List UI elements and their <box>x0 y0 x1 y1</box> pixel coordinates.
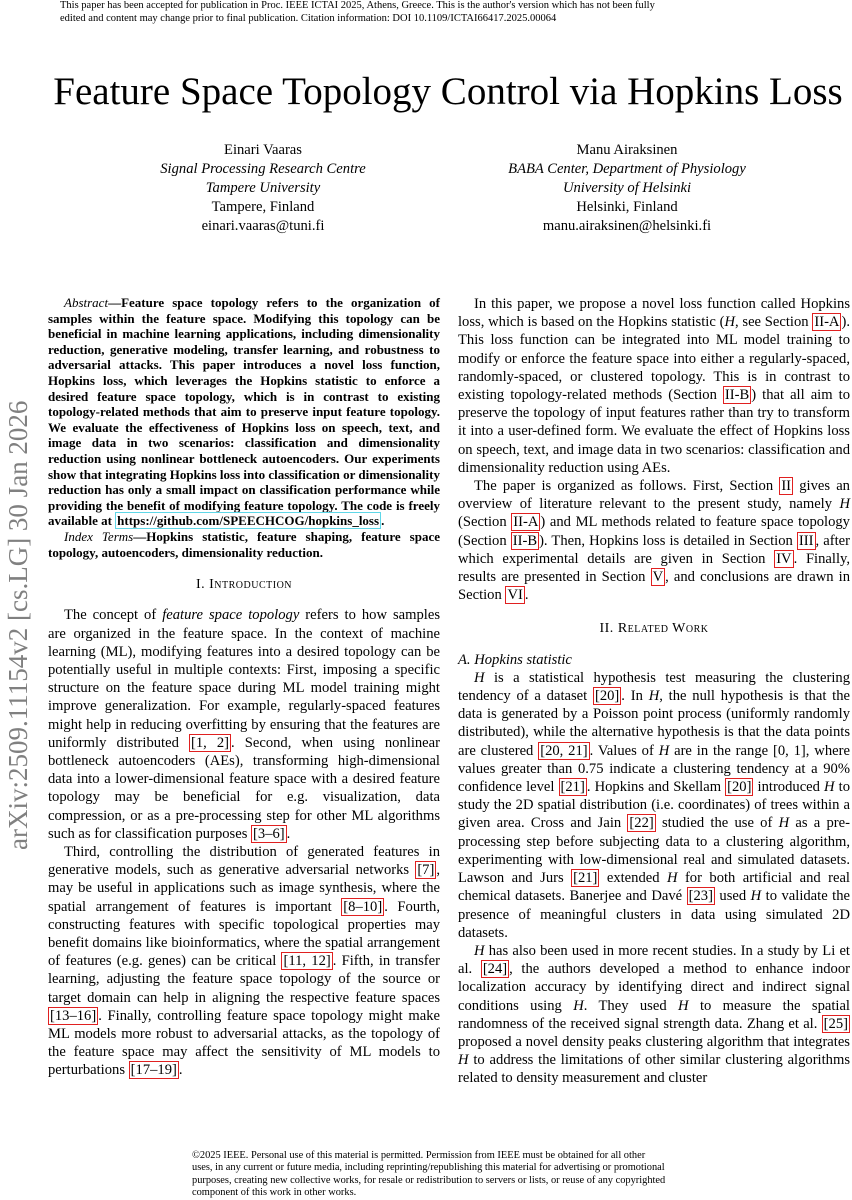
intro-paragraph-1: The concept of feature space topology refers to how samples are organized in the feature space. In the context of machine learning (ML), modifying features into a desired topology can be potentially useful in multiple contexts: First, imposing a specific structure on the feature space during ML model training might improve generalization. For example, regularly-spaced features might help in reducing overfitting by ensuring that the features are uniformly distributed [1, 2] . Second, when using nonlinear bottleneck autoencoders (AEs), transforming high-dimensional data into a lower-dimensional feature space with a desired feature topology may be beneficial for e.g. visualization, data compression, or as a pre-processing step for other ML algorithms such as for classification purposes [3–6] . <box>48 607 441 842</box>
related-work-paragraph-1: H is a statistical hypothesis test measuring the clustering tendency of a dataset [20] . In H, the null hypothesis is that the data is generated by a Poisson point process (uniformly randomly distributed), while the alternative hypothesis is that the data points are clustered [20, 21] . Values of H are in the range [0, 1], where values greater than 0.75 indicate a clustering tendency at a 90% confidence level [21] . Hopkins and Skellam [20] introduced H to study the 2D spatial distribution (i.e. coordinates) of trees within a given area. Cross and Jain [22] studied the use of H as a pre-processing step before subjecting data to a clustering algorithm, experimenting with low-dimensional real and simulated datasets. Lawson and Jurs [21] extended H for both artificial and real chemical datasets. Banerjee and Davé [23] used H to validate the presence of meaningful clusters in data using simulated 2D datasets. <box>458 669 851 941</box>
citation-link[interactable]: [8–10] <box>343 898 383 915</box>
section-link[interactable]: II-A <box>814 314 840 331</box>
author-email: einari.vaaras@tuni.fi <box>201 218 325 234</box>
citation-link[interactable]: [20] <box>727 779 752 796</box>
arxiv-identifier: arXiv:2509.11154v2 [cs.LG] 30 Jan 2026 <box>3 400 33 850</box>
citation-link[interactable]: [24] <box>482 961 508 978</box>
citation-link[interactable]: [11, 12] <box>283 953 331 970</box>
section-link[interactable]: II <box>781 478 792 495</box>
author-email: manu.airaksinen@helsinki.fi <box>542 218 712 234</box>
author-city: Tampere, Finland <box>211 199 315 215</box>
citation-link[interactable]: [1, 2] <box>190 734 230 751</box>
author-block-1 <box>113 141 413 236</box>
author-city: Helsinki, Finland <box>576 199 678 215</box>
citation-link[interactable]: [3–6] <box>253 825 285 842</box>
section-link[interactable]: II-B <box>724 387 750 404</box>
index-terms-text: —Hopkins statistic, feature shaping, feature space topology, autoencoders, dimensionality reduction. <box>48 528 440 560</box>
citation-link[interactable]: [23] <box>688 888 713 905</box>
section-link[interactable]: V <box>652 569 664 586</box>
abstract: Abstract—Feature space topology refers to the organization of samples within the feature space. Modifying this topology can be beneficial in machine learning applications, including dimensionality reduction, generative modeling, transfer learning, and robustness to adversarial attacks. This paper introduces a novel loss function, Hopkins loss, which leverages the Hopkins statistic to enforce a desired feature space topology, which is in contrast to existing topology-related methods that aim to preserve input feature topology. We evaluate the effectiveness of Hopkins loss on speech, text, and image data in two scenarios: classification and dimensionality reduction using nonlinear bottleneck autoencoders. Our experiments show that integrating Hopkins loss into classification or dimensionality reduction has only a small impact on classification performance while providing the benefit of modifying feature topology. The code is freely available at https://github.com/SPEECHCOG/hopkins_loss . <box>48 295 440 529</box>
section-link[interactable]: III <box>798 532 814 549</box>
abstract-text: —Feature space topology refers to the organization of samples within the feature space. Modifying this topology can be beneficial in machine learning applications, including dimensionality reduction, generative modeling, transfer learning, and robustness to adversarial attacks. This paper introduces a novel loss function, Hopkins loss, which leverages the Hopkins statistic to enforce a desired feature space topology, which is in contrast to existing topology-related methods that aim to preserve input feature topology. We evaluate the effectiveness of Hopkins loss on speech, text, and image data in two scenarios: classification and dimensionality reduction using nonlinear bottleneck autoencoders. Our experiments show that integrating Hopkins loss into classification or dimensionality reduction has only a small impact on classification performance while providing the benefit of modifying feature topology. The code is freely available at <box>48 295 440 529</box>
section-link[interactable]: VI <box>507 587 523 604</box>
section-heading-introduction: I. Introduction <box>195 577 293 593</box>
citation-link[interactable]: [20, 21] <box>540 742 588 759</box>
author-department: BABA Center, Department of Physiology <box>508 161 746 177</box>
abstract-label: Abstract <box>64 295 109 310</box>
author-block-2 <box>477 141 777 236</box>
citation-link[interactable]: [21] <box>573 870 598 887</box>
citation-link[interactable]: [7] <box>417 862 435 879</box>
related-work-paragraph-2: H has also been used in more recent studies. In a study by Li et al. [24] , the authors developed a method to enhance indoor localization accuracy by identifying direct and indirect signal conditions using H. They used H to measure the spatial randomness of the received signal strength data. Zhang et al. [25] proposed a novel density peaks clustering algorithm that integrates H to address the limitations of other similar clustering algorithms related to density measurement and cluster <box>458 942 850 1087</box>
citation-link[interactable]: [25] <box>823 1015 848 1032</box>
code-link[interactable]: https://github.com/SPEECHCOG/hopkins_loss <box>117 513 380 529</box>
intro-paragraph-3: In this paper, we propose a novel loss function called Hopkins loss, which is based on the Hopkins statistic (H, see Section II-A ). This loss function can be integrated into ML model training to modify or enforce the feature space into either a regularly-spaced, randomly-spaced, or clustered topology. This is in contrast to existing topology-related methods (Section II-B ) that all aim to preserve the topology of input features rather than try to transform it into a user-defined form. We evaluate the effect of Hopkins loss on speech, text, and image data in two scenarios: classification and dimensionality reduction using AEs. <box>458 296 850 476</box>
right-column <box>458 295 850 1088</box>
citation-link[interactable]: [20] <box>594 688 620 705</box>
author-university: University of Helsinki <box>562 180 692 196</box>
section-link[interactable]: II-A <box>513 514 539 531</box>
index-terms <box>48 529 440 560</box>
intro-paragraph-2: Third, controlling the distribution of generated features in generative models, such as generative adversarial networks [7] , may be useful in applications such as image synthesis, where the spatial arrangement of features is important [8–10] . Fourth, constructing features with specific topological properties may benefit domains like bioinformatics, where the spatial arrangement of features (e.g. genes) can be critical [11, 12] . Fifth, in transfer learning, adjusting the feature space topology of the source or target domain can help in aligning the respective feature spaces [13–16] . Finally, controlling feature space topology might make ML models more robust to adversarial attacks, as the topology of the feature space may affect the sensitivity of ML models to perturbations [17–19] . <box>48 843 441 1079</box>
author-department: Signal Processing Research Centre <box>160 161 366 177</box>
author-university: Tampere University <box>205 180 321 196</box>
left-column <box>48 295 440 1080</box>
publication-notice: This paper has been accepted for publication in Proc. IEEE ICTAI 2025, Athens, Greece. This is the author's version which has not been fully edited and content may change prior to final publication. Citation information: DOI 10.1109/ICTAI66417.2025.00064 <box>60 0 655 24</box>
citation-link[interactable]: [17–19] <box>130 1062 177 1079</box>
intro-paragraph-4: The paper is organized as follows. First, Section II gives an overview of literature relevant to the present study, namely H (Section II-A ) and ML methods related to feature space topology (Section II-B ). Then, Hopkins loss is detailed in Section III , after which experimental details are given in Section IV . Finally, results are presented in Section V , and conclusions are drawn in Section VI . <box>458 478 850 604</box>
author-name: Einari Vaaras <box>224 142 302 158</box>
author-name: Manu Airaksinen <box>576 142 678 158</box>
section-link[interactable]: II-B <box>512 532 538 549</box>
section-link[interactable]: IV <box>776 550 792 567</box>
citation-link[interactable]: [13–16] <box>50 1007 97 1024</box>
citation-link[interactable]: [22] <box>629 815 654 832</box>
subsection-heading-hopkins: A. Hopkins statistic <box>458 651 572 668</box>
citation-link[interactable]: [21] <box>560 779 585 796</box>
section-heading-related-work: II. Related Work <box>599 621 709 637</box>
paper-title: Feature Space Topology Control via Hopkins Loss <box>53 70 843 113</box>
index-terms-label: Index Terms <box>64 528 134 544</box>
copyright-notice: ©2025 IEEE. Personal use of this material is permitted. Permission from IEEE must be obtained for all other uses, in any current or future media, including reprinting/republishing this material for advertising or promotional purposes, creating new collective works, for resale or redistribution to servers or lists, or reuse of any copyrighted component of this work in other works. <box>192 1150 666 1198</box>
